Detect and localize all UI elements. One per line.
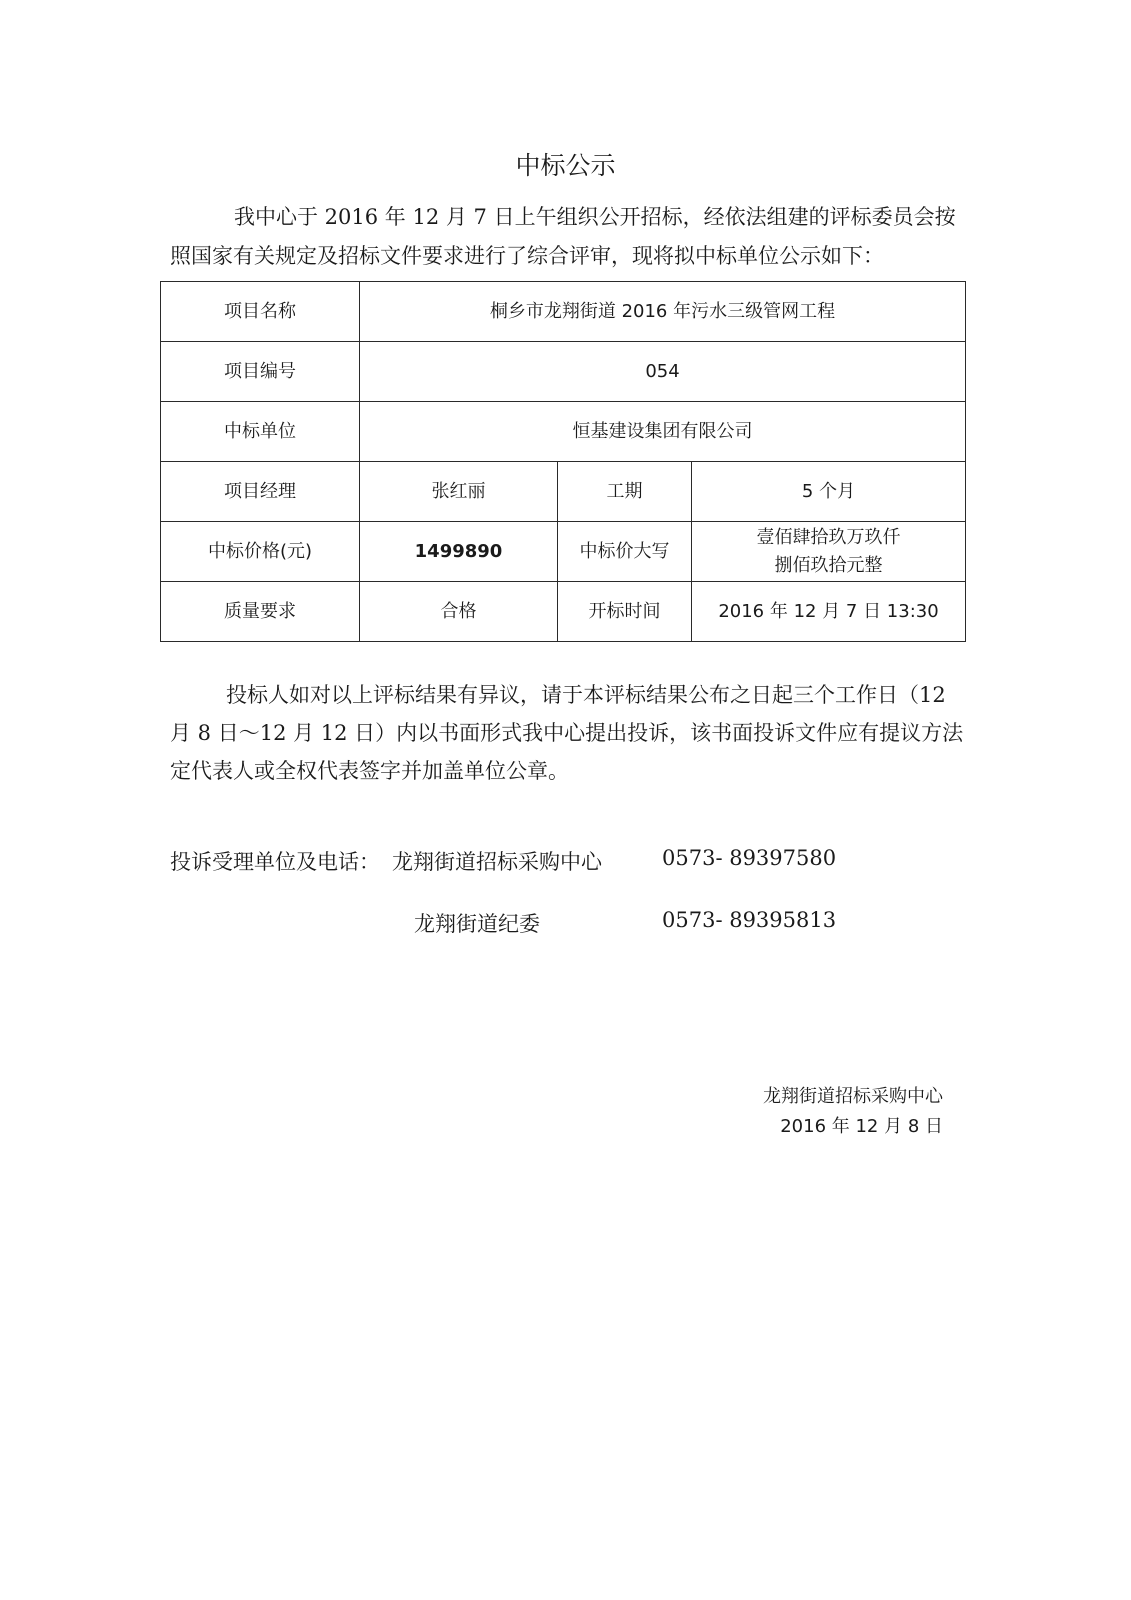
manager-value: 张红丽 [360,462,558,522]
objection-paragraph: 投标人如对以上评标结果有异议，请于本评标结果公布之日起三个工作日（12 月 8 日～12 月 12 日）内以书面形式我中心提出投诉，该书面投诉文件应有提议方法定代表人或全权代表签字并加盖单位公章。 [170,683,964,783]
table-row [161,282,966,342]
quality-value: 合格 [360,582,558,642]
intro-paragraph: 我中心于 2016 年 12 月 7 日上午组织公开招标，经依法组建的评标委员会按照国家有关规定及招标文件要求进行了综合评审，现将拟中标单位公示如下： [170,205,956,268]
signature-org: 龙翔街道招标采购中心 [763,1086,943,1107]
project-no-label: 项目编号 [161,342,360,402]
winner-label: 中标单位 [161,402,360,462]
open-time-label: 开标时间 [558,582,692,642]
price-value: 1499890 [360,522,558,582]
contact-phone: 0573- 89397580 [662,846,837,870]
table-row [161,462,966,522]
project-name-label: 项目名称 [161,282,360,342]
manager-label: 项目经理 [161,462,360,522]
contact-phone: 0573- 89395813 [662,908,837,932]
contact-unit: 龙翔街道纪委 [414,912,540,936]
contacts-label: 投诉受理单位及电话： [170,850,380,874]
table-row [161,342,966,402]
price-words-value: 壹佰肆拾玖万玖仟捌佰玖拾元整 [692,522,966,582]
duration-value: 5 个月 [692,462,966,522]
table-row [161,522,966,582]
winner-value: 恒基建设集团有限公司 [360,402,966,462]
price-label: 中标价格(元) [161,522,360,582]
project-name-value: 桐乡市龙翔街道 2016 年污水三级管网工程 [360,282,966,342]
contact-unit: 龙翔街道招标采购中心 [392,850,602,874]
table-row [161,582,966,642]
signature-date: 2016 年 12 月 8 日 [780,1116,943,1137]
duration-label: 工期 [558,462,692,522]
price-words-label: 中标价大写 [558,522,692,582]
page-title: 中标公示 [515,151,616,180]
open-time-value: 2016 年 12 月 7 日 13:30 [692,582,966,642]
table-row [161,402,966,462]
bid-result-table [160,281,966,642]
quality-label: 质量要求 [161,582,360,642]
project-no-value: 054 [360,342,966,402]
